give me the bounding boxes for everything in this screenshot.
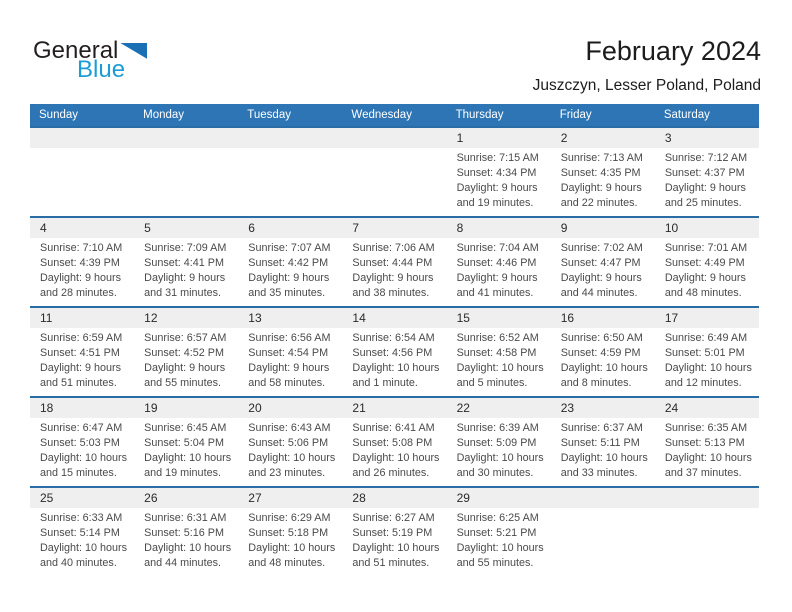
calendar-day-cell <box>342 488 446 576</box>
week-row <box>30 396 759 486</box>
day-details <box>134 508 238 571</box>
sunrise-text: Sunrise: 7:15 AM <box>456 152 539 164</box>
weekday-header-saturday: Saturday <box>663 109 710 121</box>
daylight-text-line1: Daylight: 10 hours <box>664 452 752 464</box>
daylight-text-line1: Daylight: 9 hours <box>456 272 538 284</box>
calendar-day-cell <box>342 398 446 486</box>
week-row <box>30 126 759 216</box>
sunset-text: Sunset: 5:18 PM <box>248 527 329 539</box>
calendar-empty-cell <box>134 128 238 216</box>
day-number: 6 <box>238 218 342 238</box>
day-details <box>30 418 134 481</box>
day-number: 2 <box>551 128 655 148</box>
calendar-day-cell <box>551 398 655 486</box>
sunrise-text: Sunrise: 6:33 AM <box>40 512 123 524</box>
day-details <box>447 418 551 481</box>
day-number <box>551 488 655 508</box>
day-details <box>238 508 342 571</box>
daylight-text-line1: Daylight: 9 hours <box>352 272 434 284</box>
sunrise-text: Sunrise: 6:25 AM <box>456 512 539 524</box>
sunrise-text: Sunrise: 6:41 AM <box>352 422 435 434</box>
daylight-text-line1: Daylight: 9 hours <box>560 272 642 284</box>
weekday-header-sunday: Sunday <box>39 109 79 121</box>
day-details <box>30 328 134 391</box>
calendar-day-cell <box>134 488 238 576</box>
week-row <box>30 306 759 396</box>
day-details <box>447 148 551 211</box>
calendar-empty-cell <box>655 488 759 576</box>
daylight-text-line2: and 37 minutes. <box>664 467 742 479</box>
daylight-text-line1: Daylight: 10 hours <box>40 542 128 554</box>
daylight-text-line2: and 31 minutes. <box>144 287 221 299</box>
daylight-text-line1: Daylight: 10 hours <box>144 542 232 554</box>
day-details <box>238 418 342 481</box>
day-number <box>134 128 238 148</box>
day-number: 21 <box>342 398 446 418</box>
day-details <box>655 238 759 301</box>
sunrise-text: Sunrise: 7:01 AM <box>664 242 748 254</box>
calendar-day-cell <box>30 488 134 576</box>
calendar-day-cell <box>447 308 551 396</box>
daylight-text-line2: and 51 minutes. <box>352 557 430 569</box>
calendar-day-cell <box>30 308 134 396</box>
sunset-text: Sunset: 5:16 PM <box>144 527 224 539</box>
sunrise-text: Sunrise: 7:12 AM <box>664 152 748 164</box>
daylight-text-line2: and 51 minutes. <box>40 377 117 389</box>
sunset-text: Sunset: 4:58 PM <box>456 347 537 359</box>
sunset-text: Sunset: 4:49 PM <box>664 257 745 269</box>
sunset-text: Sunset: 4:41 PM <box>144 257 224 269</box>
daylight-text-line2: and 33 minutes. <box>560 467 638 479</box>
sunset-text: Sunset: 5:13 PM <box>664 437 745 449</box>
sunset-text: Sunset: 4:56 PM <box>352 347 433 359</box>
day-number: 15 <box>447 308 551 328</box>
day-details <box>134 328 238 391</box>
day-details <box>342 418 446 481</box>
daylight-text-line2: and 15 minutes. <box>40 467 117 479</box>
sunset-text: Sunset: 4:59 PM <box>560 347 641 359</box>
daylight-text-line2: and 58 minutes. <box>248 377 326 389</box>
sunset-text: Sunset: 5:09 PM <box>456 437 537 449</box>
day-details <box>238 328 342 391</box>
sunset-text: Sunset: 5:06 PM <box>248 437 329 449</box>
day-number <box>238 128 342 148</box>
calendar-day-cell <box>551 128 655 216</box>
daylight-text-line1: Daylight: 10 hours <box>456 452 544 464</box>
daylight-text-line1: Daylight: 10 hours <box>664 362 752 374</box>
day-details <box>30 238 134 301</box>
day-details <box>134 418 238 481</box>
weekday-header-friday: Friday <box>559 109 592 121</box>
weekday-header-row <box>30 104 759 126</box>
calendar-empty-cell <box>551 488 655 576</box>
day-number: 16 <box>551 308 655 328</box>
sunset-text: Sunset: 4:37 PM <box>664 167 745 179</box>
week-row <box>30 486 759 576</box>
daylight-text-line1: Daylight: 9 hours <box>248 362 330 374</box>
day-number: 24 <box>655 398 759 418</box>
sunrise-text: Sunrise: 6:50 AM <box>560 332 643 344</box>
daylight-text-line2: and 44 minutes. <box>144 557 221 569</box>
daylight-text-line2: and 55 minutes. <box>144 377 221 389</box>
calendar-day-cell <box>447 398 551 486</box>
daylight-text-line1: Daylight: 9 hours <box>456 182 538 194</box>
day-number <box>30 128 134 148</box>
weekday-header-monday: Monday <box>143 109 185 121</box>
calendar-day-cell <box>447 218 551 306</box>
week-row <box>30 216 759 306</box>
daylight-text-line2: and 55 minutes. <box>456 557 534 569</box>
daylight-text-line2: and 48 minutes. <box>664 287 742 299</box>
calendar-day-cell <box>447 488 551 576</box>
daylight-text-line2: and 41 minutes. <box>456 287 534 299</box>
daylight-text-line1: Daylight: 10 hours <box>40 452 128 464</box>
sunrise-text: Sunrise: 6:57 AM <box>144 332 227 344</box>
daylight-text-line1: Daylight: 10 hours <box>352 452 440 464</box>
daylight-text-line2: and 19 minutes. <box>144 467 221 479</box>
day-number: 5 <box>134 218 238 238</box>
calendar <box>30 104 759 576</box>
sunset-text: Sunset: 5:11 PM <box>560 437 640 449</box>
day-details <box>447 508 551 571</box>
sunset-text: Sunset: 4:42 PM <box>248 257 329 269</box>
month-title: February 2024 <box>585 36 761 66</box>
sunset-text: Sunset: 4:39 PM <box>40 257 120 269</box>
sunset-text: Sunset: 5:21 PM <box>456 527 537 539</box>
daylight-text-line1: Daylight: 10 hours <box>560 362 648 374</box>
sunset-text: Sunset: 5:03 PM <box>40 437 120 449</box>
logo-text-blue: Blue <box>77 56 126 83</box>
sunset-text: Sunset: 5:04 PM <box>144 437 224 449</box>
day-details <box>30 508 134 571</box>
daylight-text-line2: and 38 minutes. <box>352 287 430 299</box>
calendar-empty-cell <box>342 128 446 216</box>
sunrise-text: Sunrise: 6:35 AM <box>664 422 748 434</box>
daylight-text-line1: Daylight: 9 hours <box>144 272 226 284</box>
sunrise-text: Sunrise: 7:13 AM <box>560 152 643 164</box>
day-details <box>655 148 759 211</box>
sunrise-text: Sunrise: 6:56 AM <box>248 332 331 344</box>
day-details <box>447 328 551 391</box>
daylight-text-line2: and 5 minutes. <box>456 377 528 389</box>
day-number: 17 <box>655 308 759 328</box>
day-details <box>551 328 655 391</box>
calendar-day-cell <box>30 218 134 306</box>
daylight-text-line2: and 23 minutes. <box>248 467 326 479</box>
day-number: 13 <box>238 308 342 328</box>
daylight-text-line2: and 44 minutes. <box>560 287 638 299</box>
daylight-text-line2: and 19 minutes. <box>456 197 534 209</box>
daylight-text-line2: and 25 minutes. <box>664 197 742 209</box>
sunrise-text: Sunrise: 6:39 AM <box>456 422 539 434</box>
location-subtitle: Juszczyn, Lesser Poland, Poland <box>532 77 761 94</box>
daylight-text-line2: and 40 minutes. <box>40 557 117 569</box>
calendar-title-block <box>533 36 761 95</box>
day-number: 22 <box>447 398 551 418</box>
calendar-day-cell <box>655 398 759 486</box>
calendar-empty-cell <box>30 128 134 216</box>
day-number: 29 <box>447 488 551 508</box>
sunrise-text: Sunrise: 6:59 AM <box>40 332 123 344</box>
daylight-text-line1: Daylight: 9 hours <box>664 182 746 194</box>
day-details <box>551 418 655 481</box>
weekday-header-thursday: Thursday <box>455 109 504 121</box>
day-details <box>238 238 342 301</box>
daylight-text-line2: and 35 minutes. <box>248 287 326 299</box>
sunrise-text: Sunrise: 7:07 AM <box>248 242 331 254</box>
sunrise-text: Sunrise: 7:06 AM <box>352 242 435 254</box>
sunrise-text: Sunrise: 6:37 AM <box>560 422 643 434</box>
daylight-text-line1: Daylight: 10 hours <box>248 542 336 554</box>
day-number: 26 <box>134 488 238 508</box>
sunrise-text: Sunrise: 7:02 AM <box>560 242 643 254</box>
daylight-text-line2: and 26 minutes. <box>352 467 430 479</box>
sunset-text: Sunset: 4:54 PM <box>248 347 329 359</box>
sunrise-text: Sunrise: 6:43 AM <box>248 422 331 434</box>
daylight-text-line1: Daylight: 9 hours <box>560 182 642 194</box>
calendar-day-cell <box>551 308 655 396</box>
daylight-text-line2: and 22 minutes. <box>560 197 638 209</box>
calendar-day-cell <box>134 218 238 306</box>
day-number: 19 <box>134 398 238 418</box>
sunrise-text: Sunrise: 6:27 AM <box>352 512 435 524</box>
sunset-text: Sunset: 4:44 PM <box>352 257 433 269</box>
daylight-text-line1: Daylight: 10 hours <box>456 362 544 374</box>
daylight-text-line1: Daylight: 10 hours <box>144 452 232 464</box>
calendar-day-cell <box>447 128 551 216</box>
sunset-text: Sunset: 4:34 PM <box>456 167 537 179</box>
day-number: 8 <box>447 218 551 238</box>
day-details <box>655 418 759 481</box>
sunrise-text: Sunrise: 6:31 AM <box>144 512 227 524</box>
weekday-header-tuesday: Tuesday <box>247 109 291 121</box>
daylight-text-line1: Daylight: 9 hours <box>40 272 122 284</box>
daylight-text-line1: Daylight: 10 hours <box>560 452 648 464</box>
calendar-day-cell <box>655 218 759 306</box>
day-number: 12 <box>134 308 238 328</box>
day-number: 18 <box>30 398 134 418</box>
sunset-text: Sunset: 5:01 PM <box>664 347 745 359</box>
calendar-day-cell <box>238 488 342 576</box>
day-details <box>134 238 238 301</box>
sunset-text: Sunset: 5:08 PM <box>352 437 433 449</box>
calendar-day-cell <box>238 308 342 396</box>
calendar-day-cell <box>655 128 759 216</box>
day-number: 1 <box>447 128 551 148</box>
day-details <box>551 148 655 211</box>
daylight-text-line1: Daylight: 10 hours <box>248 452 336 464</box>
sunrise-text: Sunrise: 6:52 AM <box>456 332 539 344</box>
sunrise-text: Sunrise: 7:09 AM <box>144 242 227 254</box>
day-details <box>342 328 446 391</box>
sunset-text: Sunset: 5:14 PM <box>40 527 120 539</box>
calendar-day-cell <box>655 308 759 396</box>
sunset-text: Sunset: 4:46 PM <box>456 257 537 269</box>
sunset-text: Sunset: 4:35 PM <box>560 167 641 179</box>
calendar-day-cell <box>134 398 238 486</box>
day-number: 10 <box>655 218 759 238</box>
day-number: 25 <box>30 488 134 508</box>
day-number: 4 <box>30 218 134 238</box>
daylight-text-line2: and 1 minute. <box>352 377 418 389</box>
sunrise-text: Sunrise: 7:04 AM <box>456 242 539 254</box>
day-number: 3 <box>655 128 759 148</box>
calendar-day-cell <box>342 308 446 396</box>
calendar-day-cell <box>238 218 342 306</box>
day-details <box>655 328 759 391</box>
day-number: 23 <box>551 398 655 418</box>
daylight-text-line1: Daylight: 10 hours <box>352 542 440 554</box>
day-number: 11 <box>30 308 134 328</box>
logo-text-general: General <box>33 37 119 64</box>
calendar-day-cell <box>30 398 134 486</box>
calendar-weeks <box>30 126 759 576</box>
sunrise-text: Sunrise: 6:29 AM <box>248 512 331 524</box>
day-details <box>342 508 446 571</box>
daylight-text-line1: Daylight: 9 hours <box>144 362 226 374</box>
daylight-text-line1: Daylight: 9 hours <box>248 272 330 284</box>
day-number: 20 <box>238 398 342 418</box>
sunrise-text: Sunrise: 7:10 AM <box>40 242 123 254</box>
daylight-text-line1: Daylight: 9 hours <box>40 362 122 374</box>
day-number: 9 <box>551 218 655 238</box>
daylight-text-line2: and 28 minutes. <box>40 287 117 299</box>
day-number <box>655 488 759 508</box>
general-blue-logo <box>33 37 147 83</box>
day-number <box>342 128 446 148</box>
day-number: 7 <box>342 218 446 238</box>
calendar-empty-cell <box>238 128 342 216</box>
daylight-text-line2: and 30 minutes. <box>456 467 534 479</box>
daylight-text-line1: Daylight: 10 hours <box>352 362 440 374</box>
day-details <box>551 238 655 301</box>
sunrise-text: Sunrise: 6:49 AM <box>664 332 748 344</box>
day-details <box>447 238 551 301</box>
calendar-day-cell <box>134 308 238 396</box>
sunset-text: Sunset: 4:52 PM <box>144 347 224 359</box>
daylight-text-line2: and 8 minutes. <box>560 377 632 389</box>
sunset-text: Sunset: 4:51 PM <box>40 347 120 359</box>
day-number: 27 <box>238 488 342 508</box>
sunrise-text: Sunrise: 6:47 AM <box>40 422 123 434</box>
daylight-text-line2: and 12 minutes. <box>664 377 742 389</box>
daylight-text-line1: Daylight: 9 hours <box>664 272 746 284</box>
sunrise-text: Sunrise: 6:45 AM <box>144 422 227 434</box>
daylight-text-line2: and 48 minutes. <box>248 557 326 569</box>
day-number: 28 <box>342 488 446 508</box>
calendar-day-cell <box>551 218 655 306</box>
day-details <box>342 238 446 301</box>
sunset-text: Sunset: 5:19 PM <box>352 527 433 539</box>
day-number: 14 <box>342 308 446 328</box>
calendar-day-cell <box>238 398 342 486</box>
weekday-header-wednesday: Wednesday <box>351 109 412 121</box>
calendar-day-cell <box>342 218 446 306</box>
sunrise-text: Sunrise: 6:54 AM <box>352 332 435 344</box>
daylight-text-line1: Daylight: 10 hours <box>456 542 544 554</box>
sunset-text: Sunset: 4:47 PM <box>560 257 641 269</box>
